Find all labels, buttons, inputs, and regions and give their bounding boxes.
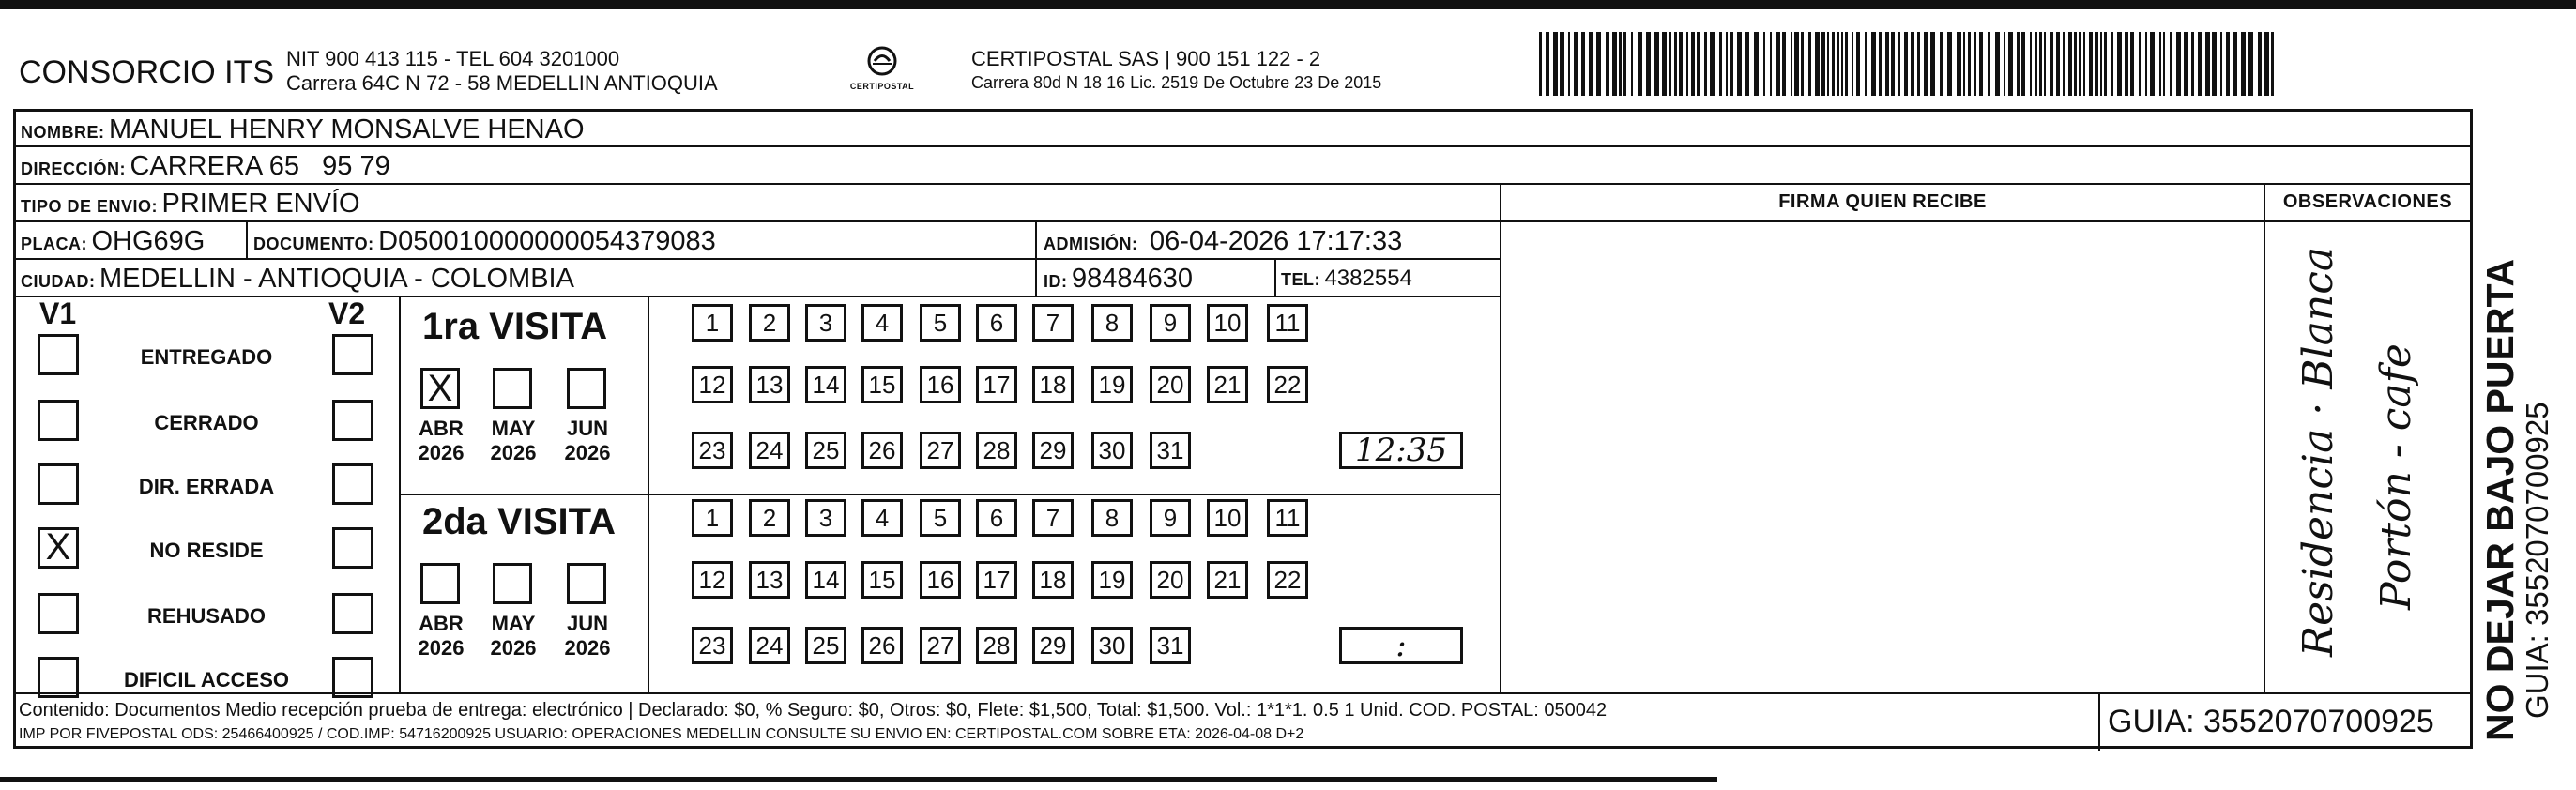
barcode-bar bbox=[1691, 32, 1695, 96]
visit1-day-9[interactable]: 9 bbox=[1150, 304, 1191, 342]
visit2-day-8[interactable]: 8 bbox=[1091, 499, 1133, 537]
admision-value: 06-04-2026 17:17:33 bbox=[1149, 226, 1403, 256]
tipo-envio-field bbox=[21, 184, 360, 221]
barcode-bar bbox=[1865, 32, 1867, 96]
nombre-value: MANUEL HENRY MONSALVE HENAO bbox=[108, 114, 585, 144]
barcode-bar bbox=[2198, 32, 2202, 96]
barcode-bar bbox=[1930, 32, 1935, 96]
carrier-line1: CERTIPOSTAL SAS | 900 151 122 - 2 bbox=[971, 47, 1321, 70]
side-warning: NO DEJAR BAJO PUERTA bbox=[2478, 258, 2522, 741]
bottom-border bbox=[0, 777, 1717, 782]
v2-checkbox-2[interactable] bbox=[332, 400, 373, 441]
barcode-bar bbox=[1560, 32, 1564, 96]
barcode-bar bbox=[1940, 32, 1943, 96]
barcode-bar bbox=[1646, 32, 1651, 96]
barcode-bar bbox=[1879, 32, 1882, 96]
v1-checkbox-6[interactable] bbox=[38, 657, 79, 698]
visit1-day-29[interactable]: 29 bbox=[1032, 432, 1074, 469]
barcode-bar bbox=[2008, 32, 2013, 96]
barcode-bar bbox=[2044, 32, 2046, 96]
visit2-day-23[interactable]: 23 bbox=[692, 627, 733, 664]
barcode-bar bbox=[1963, 32, 1965, 96]
barcode-bar bbox=[2226, 32, 2230, 96]
ciudad-field bbox=[21, 259, 574, 296]
barcode-bar bbox=[2035, 32, 2037, 96]
barcode-bar bbox=[2258, 32, 2262, 96]
footer-line1: Contenido: Documentos Medio recepción prueba de entrega: electrónico | Declarado: $0, % Seguro: $0, Otros: $0, Flete: $1,500, Total: $1,500. Vol.: 1*1*1. 0.5 1 Unid. COD. POSTAL: 050042 bbox=[19, 700, 1608, 721]
barcode-bar bbox=[1596, 32, 1601, 96]
v2-checkbox-4[interactable] bbox=[332, 527, 373, 569]
barcode-bar bbox=[1794, 32, 1799, 96]
barcode-bar bbox=[1776, 32, 1780, 96]
visit1-day-15[interactable]: 15 bbox=[861, 366, 903, 403]
barcode-bar bbox=[2063, 32, 2065, 96]
v2-header: V2 bbox=[328, 296, 366, 330]
placa-field bbox=[21, 221, 205, 259]
barcode-bar bbox=[1957, 32, 1961, 96]
barcode-bar bbox=[1974, 32, 1976, 96]
barcode-bar bbox=[1979, 32, 1983, 96]
v2-checkbox-1[interactable] bbox=[332, 334, 373, 375]
sender-details bbox=[286, 47, 718, 96]
visit1-day-19[interactable]: 19 bbox=[1091, 366, 1133, 403]
visit2-day-1[interactable]: 1 bbox=[692, 499, 733, 537]
visit2-month-name-3: JUN bbox=[566, 612, 608, 635]
visit1-day-18[interactable]: 18 bbox=[1032, 366, 1074, 403]
barcode-bar bbox=[2139, 32, 2141, 96]
barcode-bar bbox=[1871, 32, 1876, 96]
visit2-month-name-1: ABR bbox=[419, 612, 464, 635]
visit1-day-14[interactable]: 14 bbox=[805, 366, 846, 403]
visit2-day-16[interactable]: 16 bbox=[920, 561, 961, 599]
barcode-bar bbox=[1791, 32, 1792, 96]
visit2-month-box-jun[interactable] bbox=[567, 563, 606, 604]
sender-name: CONSORCIO ITS bbox=[19, 54, 275, 90]
visit2-day-13[interactable]: 13 bbox=[749, 561, 790, 599]
tipo-envio-value: PRIMER ENVÍO bbox=[161, 189, 360, 219]
placa-value: OHG69G bbox=[91, 226, 206, 256]
visit2-day-27[interactable]: 27 bbox=[920, 627, 961, 664]
barcode-bar bbox=[2170, 32, 2172, 96]
barcode-bar bbox=[1782, 32, 1786, 96]
barcode-bar bbox=[2068, 32, 2072, 96]
status-label-3: DIR. ERRADA bbox=[138, 475, 275, 498]
barcode-bar bbox=[1697, 32, 1700, 96]
barcode-bar bbox=[2017, 32, 2020, 96]
barcode-bar bbox=[1924, 32, 1928, 96]
barcode-bar bbox=[1770, 32, 1772, 96]
barcode-bar bbox=[1539, 32, 1542, 96]
barcode-bar bbox=[1719, 32, 1722, 96]
status-label-1: ENTREGADO bbox=[140, 345, 273, 369]
visit2-day-30[interactable]: 30 bbox=[1091, 627, 1133, 664]
visit2-day-2[interactable]: 2 bbox=[749, 499, 790, 537]
visit1-day-26[interactable]: 26 bbox=[861, 432, 903, 469]
status-label-5: REHUSADO bbox=[147, 604, 266, 628]
barcode-bar bbox=[1669, 32, 1671, 96]
visit2-day-18[interactable]: 18 bbox=[1032, 561, 1074, 599]
ciudad-value: MEDELLIN - ANTIOQUIA - COLOMBIA bbox=[99, 264, 574, 294]
barcode-bar bbox=[1612, 32, 1617, 96]
visit1-day-17[interactable]: 17 bbox=[976, 366, 1017, 403]
barcode-bar bbox=[1801, 32, 1804, 96]
barcode-bar bbox=[1845, 32, 1848, 96]
barcode-bar bbox=[2125, 32, 2128, 96]
barcode-bar bbox=[2159, 32, 2161, 96]
visit1-day-27[interactable]: 27 bbox=[920, 432, 961, 469]
barcode-bar bbox=[1917, 32, 1920, 96]
observaciones-label: OBSERVACIONES bbox=[2282, 191, 2453, 212]
barcode-bar bbox=[2241, 32, 2246, 96]
barcode-bar bbox=[1730, 32, 1733, 96]
visit2-day-31[interactable]: 31 bbox=[1150, 627, 1191, 664]
visit2-title: 2da VISITA bbox=[422, 501, 616, 542]
visit1-day-23[interactable]: 23 bbox=[692, 432, 733, 469]
visit1-day-1[interactable]: 1 bbox=[692, 304, 733, 342]
visit2-month-label-3 bbox=[559, 612, 616, 661]
v1-checkbox-4[interactable]: X bbox=[38, 527, 79, 569]
barcode-bar bbox=[1745, 32, 1749, 96]
visit2-day-17[interactable]: 17 bbox=[976, 561, 1017, 599]
visit1-month-box-abr[interactable]: X bbox=[420, 368, 460, 409]
barcode-bar bbox=[1832, 32, 1835, 96]
v1-checkbox-2[interactable] bbox=[38, 400, 79, 441]
barcode-bar bbox=[2220, 32, 2222, 96]
visit2-day-21[interactable]: 21 bbox=[1207, 561, 1248, 599]
visit2-day-26[interactable]: 26 bbox=[861, 627, 903, 664]
documento-field bbox=[253, 221, 716, 259]
visit1-month-year-3: 2026 bbox=[564, 441, 611, 464]
barcode-bar bbox=[1837, 32, 1839, 96]
id-field bbox=[1044, 259, 1193, 296]
visit1-day-28[interactable]: 28 bbox=[976, 432, 1017, 469]
footer-guia: GUIA: 3552070700925 bbox=[2108, 704, 2434, 739]
visit1-month-label-3 bbox=[559, 417, 616, 465]
barcode-bar bbox=[1686, 32, 1688, 96]
barcode-bar bbox=[1662, 32, 1667, 96]
visit1-day-5[interactable]: 5 bbox=[920, 304, 961, 342]
visit2-month-box-may[interactable] bbox=[493, 563, 532, 604]
barcode-bar bbox=[2021, 32, 2025, 96]
footer-content bbox=[19, 698, 1607, 747]
carrier-logo bbox=[845, 45, 920, 91]
carrier-details bbox=[971, 47, 1381, 94]
visit2-month-label-2 bbox=[485, 612, 541, 661]
footer-line2: IMP POR FIVEPOSTAL ODS: 25466400925 / COD.IMP: 54716200925 USUARIO: OPERACIONES MEDELLIN CONSULTE SU ENVIO EN: CERTIPOSTAL.COM SOBRE ETA: 2026-04-08 D+2 bbox=[19, 726, 1304, 742]
visit2-day-22[interactable]: 22 bbox=[1267, 561, 1308, 599]
id-value: 98484630 bbox=[1071, 264, 1193, 294]
barcode-bar bbox=[2074, 32, 2077, 96]
side-guia: GUIA: 3552070700925 bbox=[2520, 402, 2554, 719]
direccion-field bbox=[21, 146, 390, 184]
visit2-day-15[interactable]: 15 bbox=[861, 561, 903, 599]
visit2-day-6[interactable]: 6 bbox=[976, 499, 1017, 537]
barcode-bar bbox=[2150, 32, 2155, 96]
visit1-day-21[interactable]: 21 bbox=[1207, 366, 1248, 403]
barcode-bar bbox=[2083, 32, 2085, 96]
v2-checkbox-5[interactable] bbox=[332, 593, 373, 634]
visit2-day-28[interactable]: 28 bbox=[976, 627, 1017, 664]
barcode-bar bbox=[1995, 32, 2000, 96]
visit1-day-24[interactable]: 24 bbox=[749, 432, 790, 469]
barcode-bar bbox=[2111, 32, 2113, 96]
barcode-bar bbox=[2104, 32, 2107, 96]
barcode-bar bbox=[1885, 32, 1889, 96]
barcode-bar bbox=[1947, 32, 1952, 96]
barcode-bar bbox=[2004, 32, 2005, 96]
barcode-bar bbox=[1737, 32, 1742, 96]
id-label: ID: bbox=[1044, 272, 1068, 291]
status-label-4: NO RESIDE bbox=[149, 539, 264, 562]
nombre-field bbox=[21, 109, 585, 146]
barcode-bar bbox=[1674, 32, 1677, 96]
visit1-day-12[interactable]: 12 bbox=[692, 366, 733, 403]
barcode-bar bbox=[1808, 32, 1811, 96]
documento-value: D050010000000054379083 bbox=[378, 226, 716, 256]
visit1-month-name-3: JUN bbox=[566, 417, 608, 440]
visit2-month-label-1 bbox=[413, 612, 469, 661]
admision-label: ADMISIÓN: bbox=[1044, 235, 1138, 253]
visit2-day-5[interactable]: 5 bbox=[920, 499, 961, 537]
barcode-bar bbox=[2184, 32, 2188, 96]
visit2-day-4[interactable]: 4 bbox=[861, 499, 903, 537]
visit1-day-25[interactable]: 25 bbox=[805, 432, 846, 469]
barcode-bar bbox=[1631, 32, 1633, 96]
visit1-day-11[interactable]: 11 bbox=[1267, 304, 1308, 342]
carrier-logo-icon bbox=[863, 45, 901, 77]
visit2-day-24[interactable]: 24 bbox=[749, 627, 790, 664]
barcode-bar bbox=[1679, 32, 1683, 96]
barcode-bar bbox=[2212, 32, 2217, 96]
visit1-day-13[interactable]: 13 bbox=[749, 366, 790, 403]
visit2-month-year-3: 2026 bbox=[564, 636, 611, 660]
direccion-label: DIRECCIÓN: bbox=[21, 160, 126, 178]
v2-checkbox-6[interactable] bbox=[332, 657, 373, 698]
visit2-day-29[interactable]: 29 bbox=[1032, 627, 1074, 664]
top-border bbox=[0, 0, 2576, 9]
barcode-bar bbox=[2145, 32, 2147, 96]
direccion-value: CARRERA 65 95 79 bbox=[130, 151, 390, 181]
barcode-bar bbox=[2117, 32, 2122, 96]
visit1-day-20[interactable]: 20 bbox=[1150, 366, 1191, 403]
visit2-day-14[interactable]: 14 bbox=[805, 561, 846, 599]
barcode-bar bbox=[2089, 32, 2093, 96]
observaciones-note-1: Residencia · Blanca bbox=[2294, 246, 2342, 657]
carrier-line2: Carrera 80d N 18 16 Lic. 2519 De Octubre 23 De 2015 bbox=[971, 73, 1382, 92]
tipo-envio-label: TIPO DE ENVIO: bbox=[21, 197, 159, 216]
barcode-bar bbox=[1988, 32, 1990, 96]
visit2-day-10[interactable]: 10 bbox=[1207, 499, 1248, 537]
barcode-bar bbox=[1841, 32, 1843, 96]
visit1-title: 1ra VISITA bbox=[422, 306, 608, 347]
admision-field bbox=[1044, 221, 1402, 259]
placa-label: PLACA: bbox=[21, 235, 87, 253]
status-label-2: CERRADO bbox=[154, 411, 259, 434]
visit1-month-box-jun[interactable] bbox=[567, 368, 606, 409]
visit1-month-name-1: ABR bbox=[419, 417, 464, 440]
barcode-bar bbox=[1568, 32, 1570, 96]
visit2-month-year-2: 2026 bbox=[490, 636, 537, 660]
visit1-day-31[interactable]: 31 bbox=[1150, 432, 1191, 469]
visit1-month-name-2: MAY bbox=[491, 417, 536, 440]
visit2-day-11[interactable]: 11 bbox=[1267, 499, 1308, 537]
visit1-day-2[interactable]: 2 bbox=[749, 304, 790, 342]
barcode-bar bbox=[1654, 32, 1659, 96]
visit2-day-20[interactable]: 20 bbox=[1150, 561, 1191, 599]
visit2-day-12[interactable]: 12 bbox=[692, 561, 733, 599]
barcode-bar bbox=[2030, 32, 2032, 96]
visit1-day-4[interactable]: 4 bbox=[861, 304, 903, 342]
barcode-bar bbox=[1623, 32, 1626, 96]
barcode-bar bbox=[1638, 32, 1642, 96]
barcode-bar bbox=[2163, 32, 2165, 96]
status-label-6: DIFICIL ACCESO bbox=[123, 668, 289, 691]
barcode-bar bbox=[1904, 32, 1908, 96]
barcode-bar bbox=[1852, 32, 1853, 96]
firma-label: FIRMA QUIEN RECIBE bbox=[1778, 191, 1987, 212]
visit2-time-box[interactable]: : bbox=[1339, 627, 1463, 664]
barcode-bar bbox=[2271, 32, 2274, 96]
barcode-bar bbox=[1726, 32, 1728, 96]
barcode-bar bbox=[1581, 32, 1585, 96]
visit1-day-3[interactable]: 3 bbox=[805, 304, 846, 342]
signature-area[interactable] bbox=[1501, 225, 2264, 691]
v2-checkbox-3[interactable] bbox=[332, 463, 373, 505]
barcode-bar bbox=[1968, 32, 1971, 96]
visit1-day-10[interactable]: 10 bbox=[1207, 304, 1248, 342]
v1-checkbox-3[interactable] bbox=[38, 463, 79, 505]
barcode-bar bbox=[1710, 32, 1715, 96]
nombre-label: NOMBRE: bbox=[21, 123, 105, 142]
barcode-bar bbox=[1606, 32, 1609, 96]
barcode-bar bbox=[2191, 32, 2194, 96]
visit2-month-box-abr[interactable] bbox=[420, 563, 460, 604]
barcode-bar bbox=[2039, 32, 2042, 96]
barcode-bar bbox=[2205, 32, 2210, 96]
barcode-bar bbox=[1821, 32, 1825, 96]
barcode-bar bbox=[2176, 32, 2181, 96]
barcode bbox=[1539, 32, 2280, 96]
tel-label: TEL: bbox=[1281, 270, 1320, 289]
v1-checkbox-1[interactable] bbox=[38, 334, 79, 375]
visit1-month-year-2: 2026 bbox=[490, 441, 537, 464]
visit1-day-16[interactable]: 16 bbox=[920, 366, 961, 403]
visit2-month-name-2: MAY bbox=[491, 612, 536, 635]
barcode-bar bbox=[1856, 32, 1860, 96]
tel-field bbox=[1281, 259, 1412, 296]
barcode-bar bbox=[2233, 32, 2237, 96]
side-text bbox=[2480, 131, 2555, 741]
sender-line1: NIT 900 413 115 - TEL 604 3201000 bbox=[286, 47, 620, 70]
visit1-day-30[interactable]: 30 bbox=[1091, 432, 1133, 469]
barcode-bar bbox=[2264, 32, 2269, 96]
v1-header: V1 bbox=[39, 296, 77, 330]
visit1-time-box[interactable]: 12:35 bbox=[1339, 432, 1463, 469]
visit1-day-6[interactable]: 6 bbox=[976, 304, 1017, 342]
barcode-bar bbox=[2079, 32, 2081, 96]
barcode-bar bbox=[1911, 32, 1914, 96]
barcode-bar bbox=[1827, 32, 1829, 96]
carrier-logo-text: CERTIPOSTAL bbox=[849, 82, 915, 91]
barcode-bar bbox=[2095, 32, 2098, 96]
barcode-bar bbox=[1898, 32, 1900, 96]
barcode-bar bbox=[1704, 32, 1707, 96]
sender-line2: Carrera 64C N 72 - 58 MEDELLIN ANTIOQUIA bbox=[286, 71, 718, 95]
barcode-bar bbox=[1574, 32, 1578, 96]
visit1-month-label-1 bbox=[413, 417, 469, 465]
barcode-bar bbox=[2056, 32, 2060, 96]
visit1-day-22[interactable]: 22 bbox=[1267, 366, 1308, 403]
visit2-day-7[interactable]: 7 bbox=[1032, 499, 1074, 537]
barcode-bar bbox=[1891, 32, 1895, 96]
visit2-day-3[interactable]: 3 bbox=[805, 499, 846, 537]
barcode-bar bbox=[1553, 32, 1558, 96]
barcode-bar bbox=[1589, 32, 1593, 96]
barcode-bar bbox=[1754, 32, 1759, 96]
visit1-month-label-2 bbox=[485, 417, 541, 465]
v1-checkbox-5[interactable] bbox=[38, 593, 79, 634]
observaciones-note-2: Portón - cafe bbox=[2372, 343, 2420, 610]
visit1-day-7[interactable]: 7 bbox=[1032, 304, 1074, 342]
barcode-bar bbox=[1546, 32, 1549, 96]
visit2-day-19[interactable]: 19 bbox=[1091, 561, 1133, 599]
barcode-bar bbox=[1619, 32, 1622, 96]
visit1-day-8[interactable]: 8 bbox=[1091, 304, 1133, 342]
visit1-month-box-may[interactable] bbox=[493, 368, 532, 409]
barcode-bar bbox=[1763, 32, 1765, 96]
visit2-day-9[interactable]: 9 bbox=[1150, 499, 1191, 537]
barcode-bar bbox=[2248, 32, 2253, 96]
tel-value: 4382554 bbox=[1324, 266, 1412, 291]
visit2-month-year-1: 2026 bbox=[418, 636, 465, 660]
barcode-bar bbox=[2130, 32, 2134, 96]
ciudad-label: CIUDAD: bbox=[21, 272, 96, 291]
visit2-day-25[interactable]: 25 bbox=[805, 627, 846, 664]
barcode-bar bbox=[2050, 32, 2053, 96]
barcode-bar bbox=[2100, 32, 2102, 96]
documento-label: DOCUMENTO: bbox=[253, 235, 374, 253]
barcode-bar bbox=[1815, 32, 1820, 96]
visit1-month-year-1: 2026 bbox=[418, 441, 465, 464]
